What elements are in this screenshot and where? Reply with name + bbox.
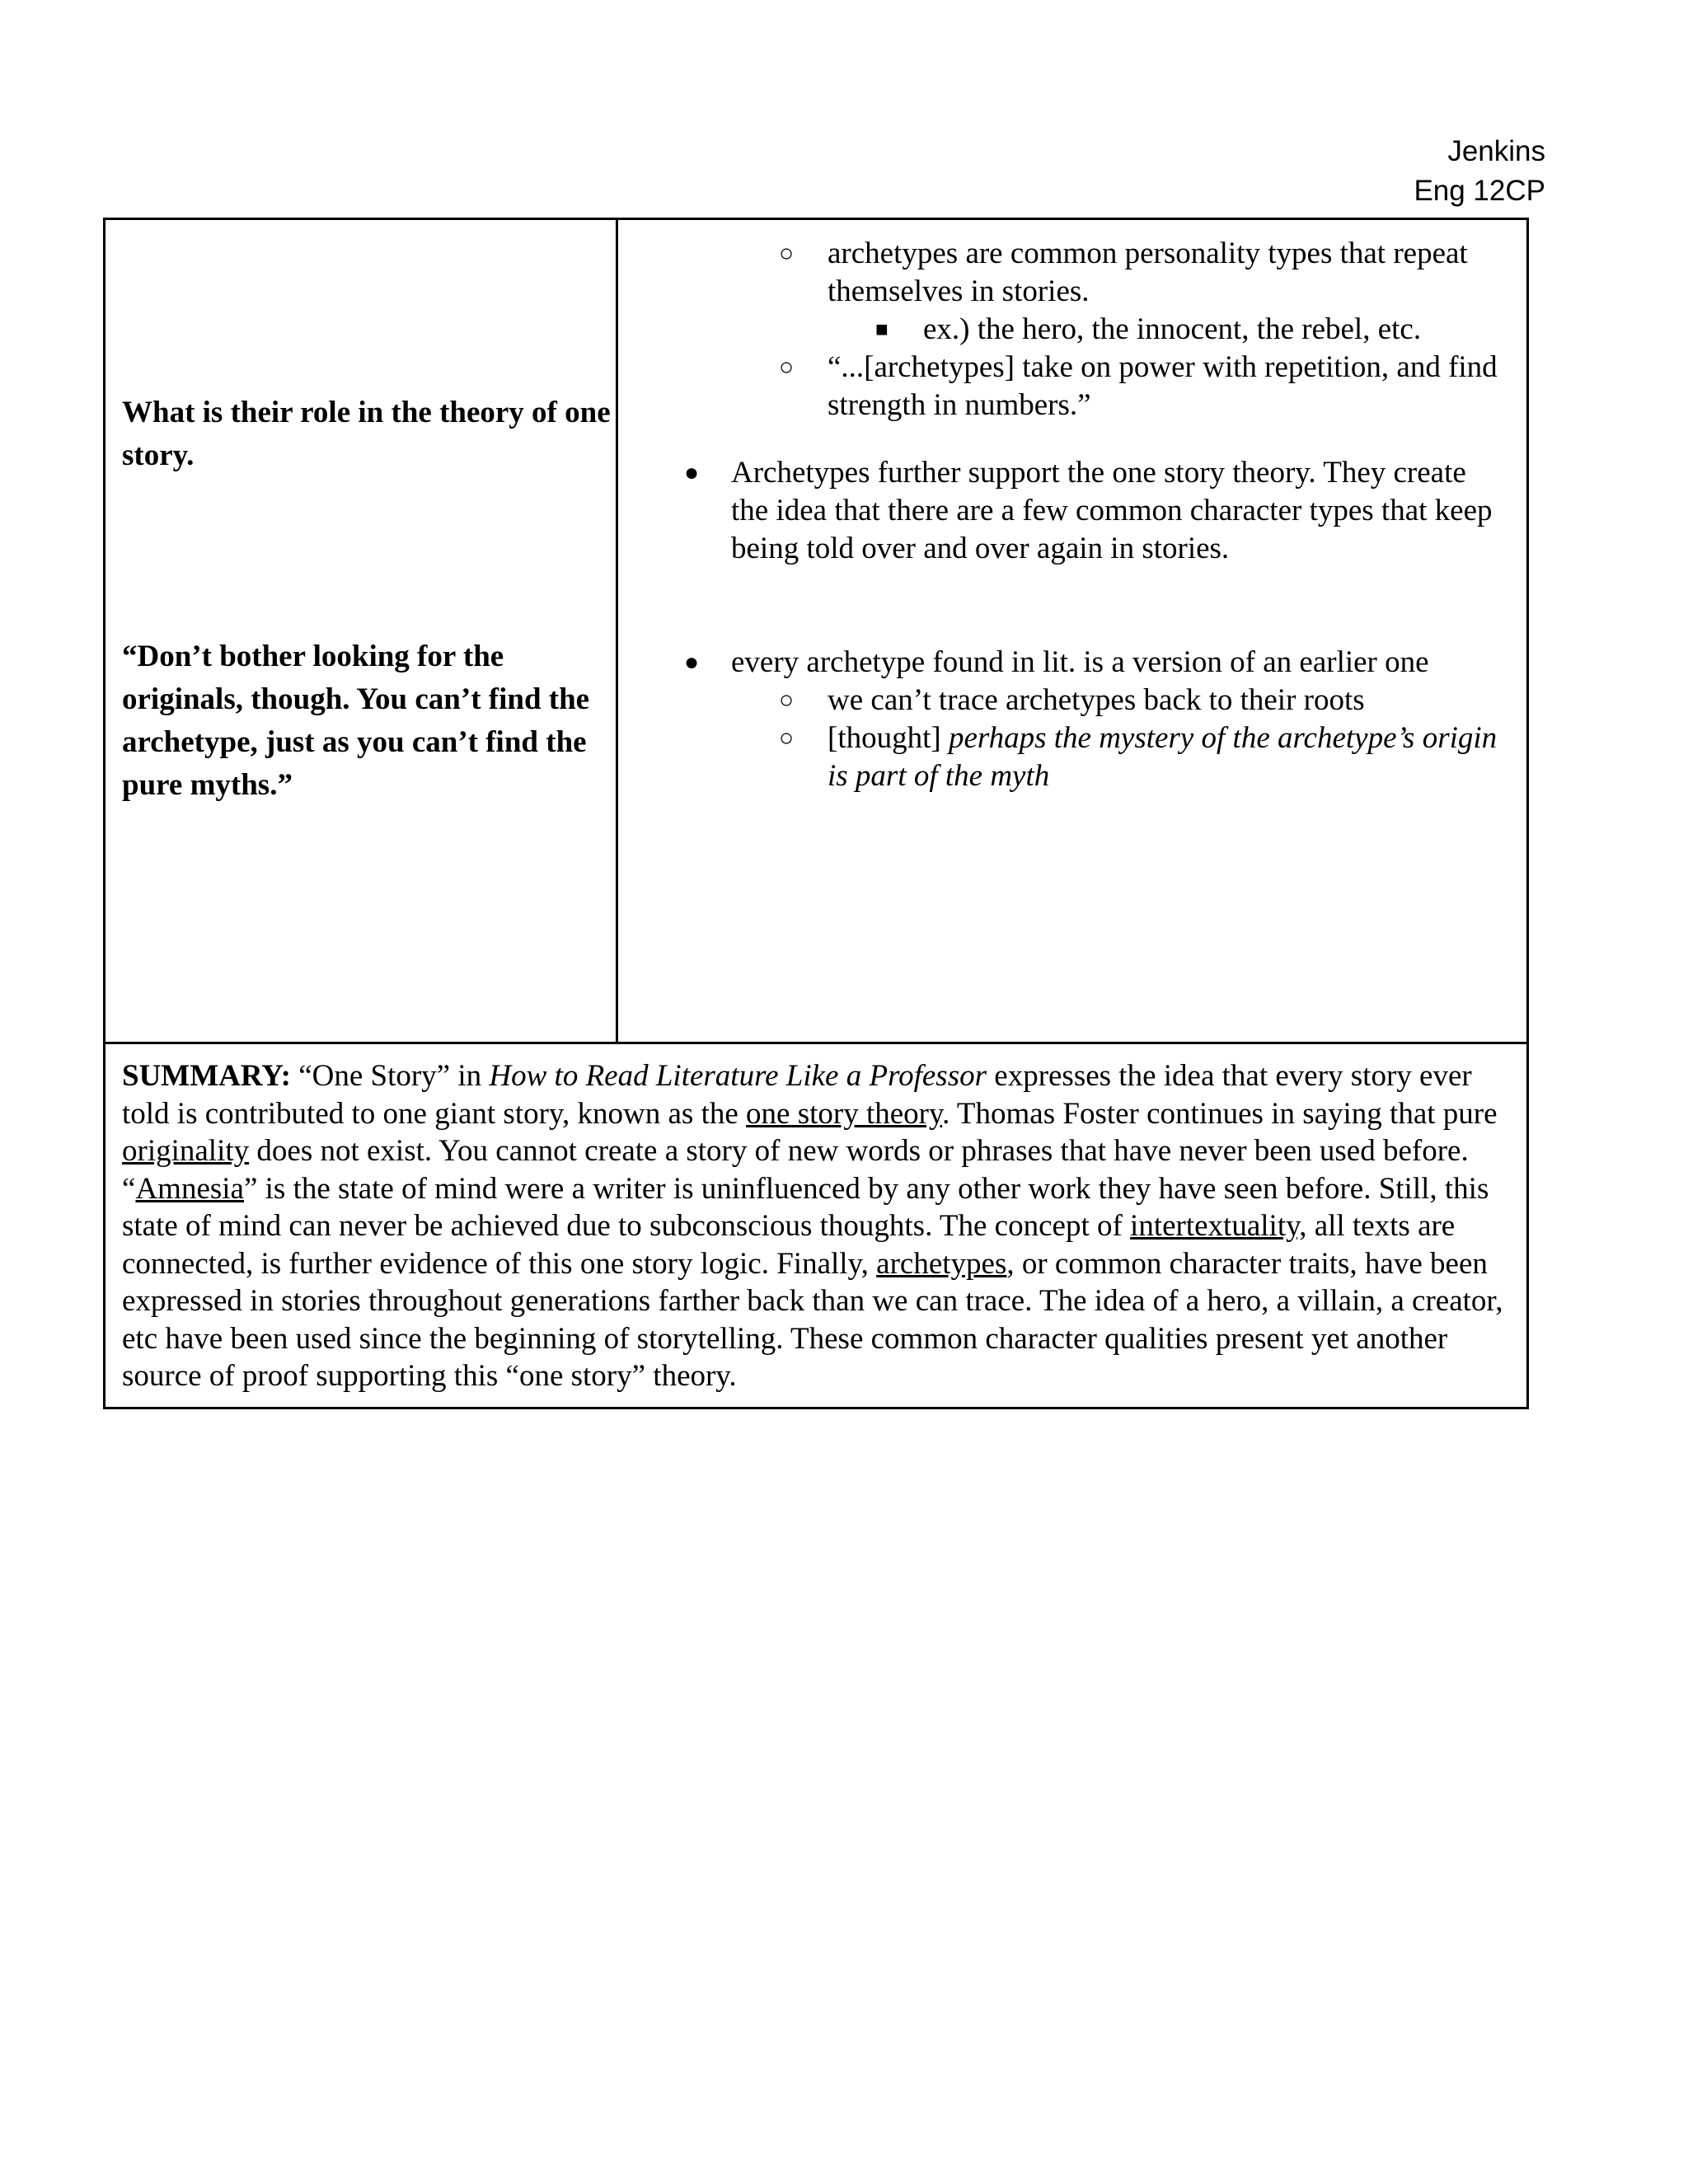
- note-text: ex.) the hero, the innocent, the rebel, etc.: [923, 312, 1422, 346]
- list-item: [618, 454, 1510, 568]
- list-item: [618, 349, 1510, 424]
- filled-square-icon: ■: [875, 317, 889, 341]
- summary-text: . Thomas Foster continues in saying that pure: [942, 1096, 1498, 1131]
- notes-row: [106, 220, 1526, 1044]
- bullet-dot-icon: ●: [684, 459, 700, 486]
- questions-column: [106, 220, 618, 1042]
- underlined-term: Amnesia: [135, 1171, 244, 1206]
- list-item: [618, 682, 1510, 719]
- summary-text: ” is the state of mind were a writer is uninfluenced by any other work they have seen before. Still, this state of mind can never be achieved due to subconscious thoughts. The concept of: [122, 1171, 1489, 1243]
- question-2-quote: “Don’t bother looking for the originals, though. You can’t find the archetype, just as you can’t find the pure myths.”: [122, 640, 590, 802]
- list-item: [618, 235, 1510, 311]
- hollow-circle-icon: ○: [779, 240, 795, 267]
- summary-text: , or common character traits, have been expressed in stories throughout generations farther back than we can trace. The idea of a hero, a villain, a creator, etc have been used since the beginning of storytelling. These common character qualities present yet another source of proof supporting this “one story” theory.: [122, 1246, 1503, 1393]
- summary-text: expresses the idea that every story ever told is contributed to one giant story, known as the: [122, 1059, 1472, 1131]
- note-text: “...[archetypes] take on power with repetition, and find strength in numbers.”: [828, 350, 1498, 422]
- summary-text: does not exist. You cannot create a story of new words or phrases that have never been used before. “: [122, 1134, 1469, 1206]
- underlined-term: originality: [122, 1134, 250, 1168]
- bullet-dot-icon: ●: [684, 649, 700, 676]
- note-text: Archetypes further support the one story theory. They create the idea that there are a few common character types that keep being told over and over again in stories.: [731, 456, 1493, 565]
- list-item: [618, 311, 1510, 349]
- hollow-circle-icon: ○: [779, 354, 795, 381]
- summary-text: all texts are connected, is further evidence of this one story logic. Finally,: [122, 1209, 1456, 1281]
- note-text: archetypes are common personality types that repeat themselves in stories.: [828, 237, 1468, 308]
- note-italic-text: perhaps the mystery of the archetype’s origin is part of the myth: [828, 721, 1498, 793]
- summary-section: [106, 1044, 1526, 1407]
- course-name: Eng 12CP: [1414, 175, 1545, 207]
- page-header: [1414, 132, 1545, 211]
- underlined-term: archetypes: [876, 1246, 1007, 1281]
- underlined-term: intertextuality,: [1130, 1209, 1307, 1243]
- list-item: [618, 719, 1510, 795]
- note-text: every archetype found in lit. is a version of an earlier one: [731, 645, 1429, 679]
- summary-label: SUMMARY:: [122, 1059, 291, 1093]
- list-item: [618, 644, 1510, 682]
- underlined-term: one story theory: [746, 1096, 943, 1131]
- hollow-circle-icon: ○: [779, 724, 795, 752]
- note-text: [thought]: [828, 721, 941, 755]
- note-text: we can’t trace archetypes back to their roots: [828, 683, 1365, 717]
- hollow-circle-icon: ○: [779, 687, 795, 714]
- summary-text: “One Story” in: [290, 1059, 490, 1093]
- question-1: What is their role in the theory of one story.: [122, 396, 611, 472]
- cornell-notes-table: [103, 218, 1529, 1409]
- author-name: Jenkins: [1447, 135, 1545, 167]
- notes-column: [618, 220, 1526, 1042]
- book-title: How to Read Literature Like a Professor: [489, 1059, 987, 1093]
